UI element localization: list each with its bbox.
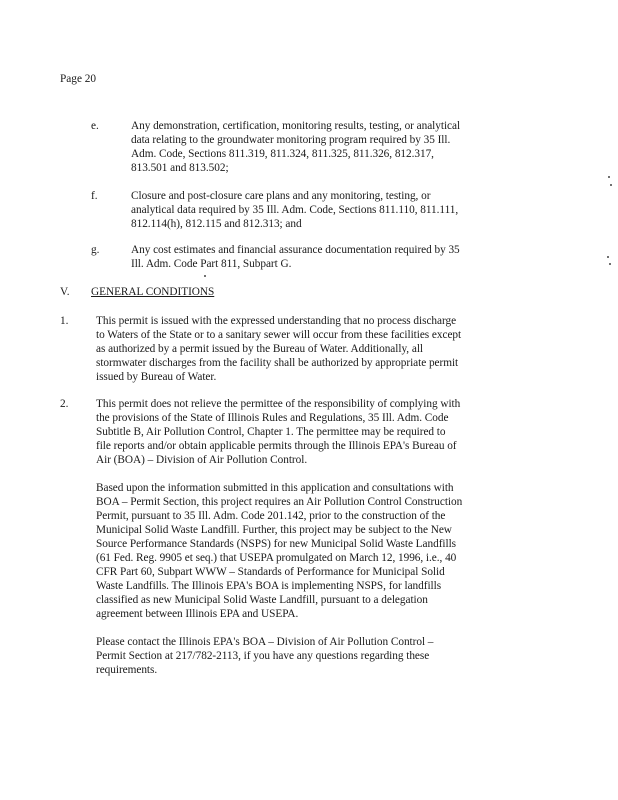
item-f-line: 812.114(h), 812.115 and 812.313; and <box>131 218 302 230</box>
condition-2-para2-line: Municipal Solid Waste Landfill. Further, this project may be subject to the New <box>96 524 452 536</box>
scan-speck <box>609 263 611 265</box>
item-marker-e: e. <box>91 120 99 132</box>
condition-1-line: issued by Bureau of Water. <box>96 371 217 383</box>
condition-1-line: as authorized by a permit issued by the Bureau of Water. Additionally, all <box>96 343 423 355</box>
condition-1-line: to Waters of the State or to a sanitary sewer will occur from these facilities except <box>96 329 462 341</box>
condition-2-line: file reports and/or obtain applicable permits through the Illinois EPA's Bureau of <box>96 440 457 452</box>
condition-2-para2-line: (61 Fed. Reg. 9905 et seq.) that USEPA promulgated on March 12, 1996, i.e., 40 <box>96 552 457 564</box>
condition-2-para2-line: agreement between Illinois EPA and USEPA. <box>96 608 299 620</box>
condition-2-line: Air (BOA) – Division of Air Pollution Control. <box>96 454 308 466</box>
scan-speck <box>204 275 206 277</box>
item-e-line: 813.501 and 813.502; <box>131 162 229 174</box>
condition-2-para2-line: Source Performance Standards (NSPS) for new Municipal Solid Waste Landfills <box>96 538 457 550</box>
item-g-line: Any cost estimates and financial assurance documentation required by 35 <box>131 244 460 256</box>
condition-2-para2-line: classified as new Municipal Solid Waste Landfill, pursuant to a delegation <box>96 594 428 606</box>
condition-2-line: the provisions of the State of Illinois Rules and Regulations, 35 Ill. Adm. Code <box>96 412 449 424</box>
item-marker-g: g. <box>91 244 100 256</box>
condition-2-para2-line: BOA – Permit Section, this project requires an Air Pollution Control Construction <box>96 496 463 508</box>
item-f-line: analytical data required by 35 Ill. Adm. Code, Sections 811.110, 811.111, <box>131 204 459 216</box>
scan-speck <box>608 176 610 178</box>
condition-2-para2-line: Based upon the information submitted in this application and consultations with <box>96 482 454 494</box>
condition-2-para2-line: Waste Landfills. The Illinois EPA's BOA is implementing NSPS, for landfills <box>96 580 442 592</box>
condition-1-line: This permit is issued with the expressed understanding that no process discharge <box>96 315 457 327</box>
section-numeral: V. <box>60 286 70 298</box>
condition-number-2: 2. <box>60 398 69 410</box>
condition-2-para3-line: requirements. <box>96 664 158 676</box>
condition-number-1: 1. <box>60 315 69 327</box>
section-title: GENERAL CONDITIONS <box>91 286 215 298</box>
item-e-line: Adm. Code, Sections 811.319, 811.324, 811.325, 811.326, 812.317, <box>131 148 434 160</box>
item-e-line: data relating to the groundwater monitoring program required by 35 Ill. <box>131 134 451 146</box>
item-e-line: Any demonstration, certification, monitoring results, testing, or analytical <box>131 120 461 132</box>
item-marker-f: f. <box>91 190 98 202</box>
condition-2-line: This permit does not relieve the permittee of the responsibility of complying with <box>96 398 461 410</box>
scan-speck <box>607 256 609 258</box>
condition-2-para3-line: Please contact the Illinois EPA's BOA – Division of Air Pollution Control – <box>96 636 434 648</box>
condition-2-para2-line: Permit, pursuant to 35 Ill. Adm. Code 201.142, prior to the construction of the <box>96 510 446 522</box>
condition-1-line: stormwater discharges from the facility shall be authorized by appropriate permit <box>96 357 459 369</box>
item-g-line: Ill. Adm. Code Part 811, Subpart G. <box>131 258 292 270</box>
item-f-line: Closure and post-closure care plans and any monitoring, testing, or <box>131 190 431 202</box>
condition-2-para3-line: Permit Section at 217/782-2113, if you have any questions regarding these <box>96 650 430 662</box>
condition-2-para2-line: CFR Part 60, Subpart WWW – Standards of Performance for Municipal Solid <box>96 566 445 578</box>
condition-2-line: Subtitle B, Air Pollution Control, Chapter 1. The permittee may be required to <box>96 426 446 438</box>
scan-speck <box>610 184 612 186</box>
page-number: Page 20 <box>60 73 97 85</box>
